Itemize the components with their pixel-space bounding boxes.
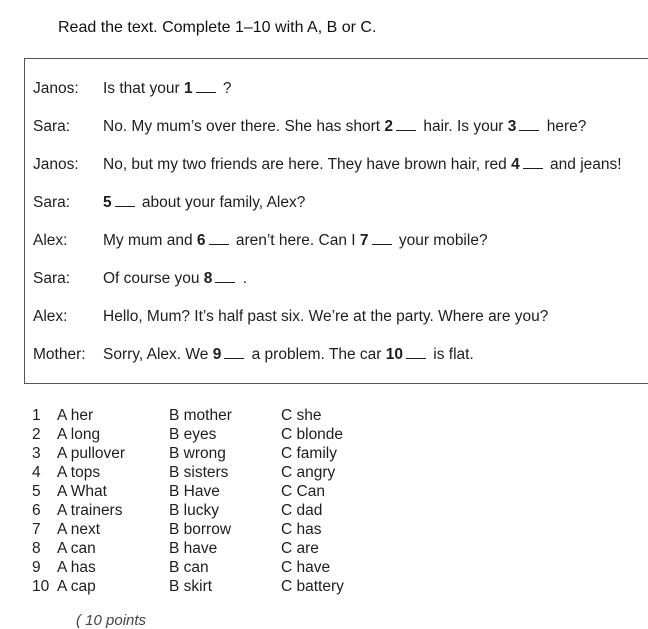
speaker-name: Alex:	[33, 232, 68, 249]
gap-number: 7	[359, 232, 369, 249]
option-c: C angry	[281, 464, 336, 481]
option-a: A her	[57, 407, 94, 424]
option-b: B wrong	[169, 445, 226, 462]
option-a: A cap	[57, 578, 96, 595]
gap-number: 6	[196, 232, 206, 249]
gap-number: 8	[203, 270, 213, 287]
speaker-name: Sara:	[33, 194, 71, 211]
option-number: 8	[32, 540, 41, 557]
option-a: A tops	[57, 464, 101, 481]
option-b: B lucky	[169, 502, 219, 519]
option-a: A next	[57, 521, 101, 538]
option-row	[32, 539, 372, 558]
option-c: C family	[281, 445, 337, 462]
option-b: B sisters	[169, 464, 229, 481]
option-a: A can	[57, 540, 96, 557]
answer-gap	[115, 196, 135, 207]
answer-gap	[519, 120, 539, 131]
answer-gap	[224, 348, 244, 359]
option-row	[32, 425, 372, 444]
option-b: B can	[169, 559, 209, 576]
option-row	[32, 482, 372, 501]
option-c: C battery	[281, 578, 344, 595]
option-a: A trainers	[57, 502, 123, 519]
gap-number: 10	[385, 346, 403, 363]
option-c: C have	[281, 559, 331, 576]
speaker-name: Alex:	[33, 308, 68, 325]
answer-gap	[406, 348, 426, 359]
answer-gap	[523, 158, 543, 169]
dialogue-box	[24, 58, 648, 384]
option-b: B have	[169, 540, 218, 557]
option-number: 7	[32, 521, 41, 538]
instruction-heading: Read the text. Complete 1–10 with A, B or C.	[58, 19, 377, 36]
answer-options	[32, 406, 372, 596]
option-c: C she	[281, 407, 322, 424]
option-number: 3	[32, 445, 41, 462]
option-c: C has	[281, 521, 322, 538]
option-a: A long	[57, 426, 101, 443]
option-row	[32, 558, 372, 577]
dialogue-text: No, but my two friends are here. They have brown hair, red 4 and jeans!	[103, 156, 622, 173]
option-row	[32, 577, 372, 596]
option-row	[32, 520, 372, 539]
gap-number: 2	[384, 118, 394, 135]
dialogue-text: Sorry, Alex. We 9 a problem. The car 10 is flat.	[103, 346, 474, 363]
answer-gap	[209, 234, 229, 245]
option-b: B Have	[169, 483, 220, 500]
gap-number: 3	[507, 118, 517, 135]
gap-number: 9	[212, 346, 222, 363]
option-number: 10	[32, 578, 50, 595]
option-number: 6	[32, 502, 41, 519]
gap-number: 5	[103, 194, 112, 211]
dialogue-text: Is that your 1 ?	[103, 80, 232, 97]
option-number: 4	[32, 464, 41, 481]
option-b: B borrow	[169, 521, 232, 538]
option-row	[32, 444, 372, 463]
option-row	[32, 406, 372, 425]
option-number: 1	[32, 407, 41, 424]
dialogue-text: No. My mum’s over there. She has short 2 hair. Is your 3 here?	[103, 118, 587, 135]
speaker-name: Sara:	[33, 270, 71, 287]
dialogue-text: Hello, Mum? It’s half past six. We’re at the party. Where are you?	[103, 308, 549, 325]
speaker-name: Mother:	[33, 346, 86, 363]
option-c: C dad	[281, 502, 323, 519]
answer-gap	[372, 234, 392, 245]
option-number: 5	[32, 483, 41, 500]
option-number: 2	[32, 426, 41, 443]
points-note: ( 10 points	[76, 612, 147, 629]
gap-number: 4	[511, 156, 520, 173]
speaker-name: Janos:	[33, 156, 79, 173]
gap-number: 1	[183, 80, 193, 97]
speaker-name: Sara:	[33, 118, 71, 135]
speaker-name: Janos:	[33, 80, 79, 97]
option-b: B eyes	[169, 426, 217, 443]
option-a: A What	[57, 483, 107, 500]
option-b: B skirt	[169, 578, 213, 595]
dialogue-text: 5 about your family, Alex?	[103, 194, 306, 211]
dialogue-text: My mum and 6 aren’t here. Can I 7 your mobile?	[103, 232, 488, 249]
option-row	[32, 463, 372, 482]
option-a: A pullover	[57, 445, 126, 462]
option-c: C are	[281, 540, 319, 557]
option-c: C blonde	[281, 426, 344, 443]
option-a: A has	[57, 559, 96, 576]
answer-gap	[196, 82, 216, 93]
dialogue-text: Of course you 8 .	[103, 270, 248, 287]
answer-gap	[215, 272, 235, 283]
answer-gap	[396, 120, 416, 131]
option-b: B mother	[169, 407, 232, 424]
option-row	[32, 501, 372, 520]
option-c: C Can	[281, 483, 325, 500]
option-number: 9	[32, 559, 41, 576]
